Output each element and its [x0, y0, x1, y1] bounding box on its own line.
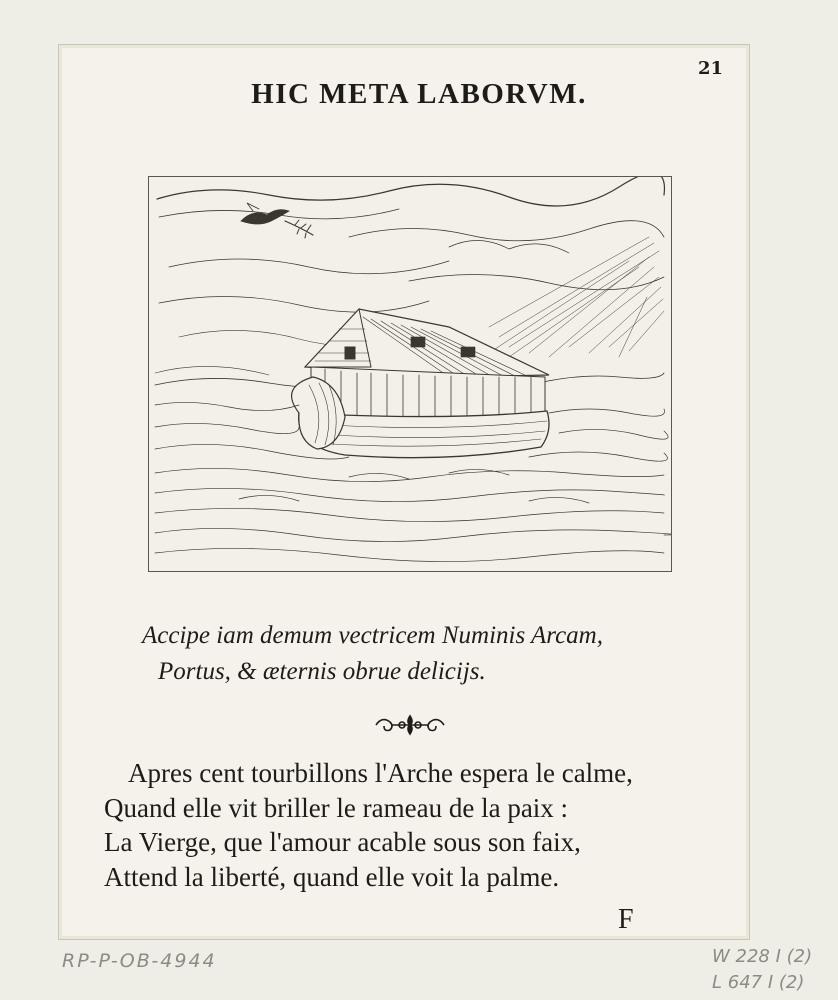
ark-engraving — [149, 177, 671, 571]
cloud-line — [155, 366, 269, 375]
ark — [292, 309, 549, 458]
inventory-number: RP-P-OB-4944 — [62, 950, 217, 972]
latin-line-2: Portus, & æternis obrue delicijs. — [158, 658, 486, 685]
french-line-4: Attend la liberté, quand elle voit la palme. — [104, 861, 560, 892]
signature-letter: F — [618, 904, 634, 935]
cloud-line — [159, 296, 429, 312]
french-line-1: Apres cent tourbillons l'Arche espera le calme, — [128, 758, 633, 788]
catalogue-ref-2: L 647 I (2) — [712, 972, 805, 993]
latin-line-1: Accipe iam demum vectricem Numinis Arcam, — [142, 622, 603, 649]
page-number: 21 — [698, 58, 724, 79]
engraving-plate — [148, 176, 672, 572]
cloud-line — [409, 274, 664, 289]
cloud-line — [169, 259, 449, 274]
catalogue-ref-1: W 228 I (2) — [712, 946, 813, 967]
french-line-2: Quand elle vit briller le rameau de la paix : — [104, 792, 569, 823]
fleuron-ornament-icon — [370, 712, 450, 738]
cloud-line — [157, 177, 664, 206]
motto-title: HIC META LABORVM. — [251, 78, 587, 110]
cloud-line — [449, 240, 569, 253]
cloud-line — [349, 221, 664, 241]
french-line-3: La Vierge, que l'amour acable sous son faix, — [104, 827, 581, 857]
dove-with-olive-branch — [241, 203, 313, 238]
